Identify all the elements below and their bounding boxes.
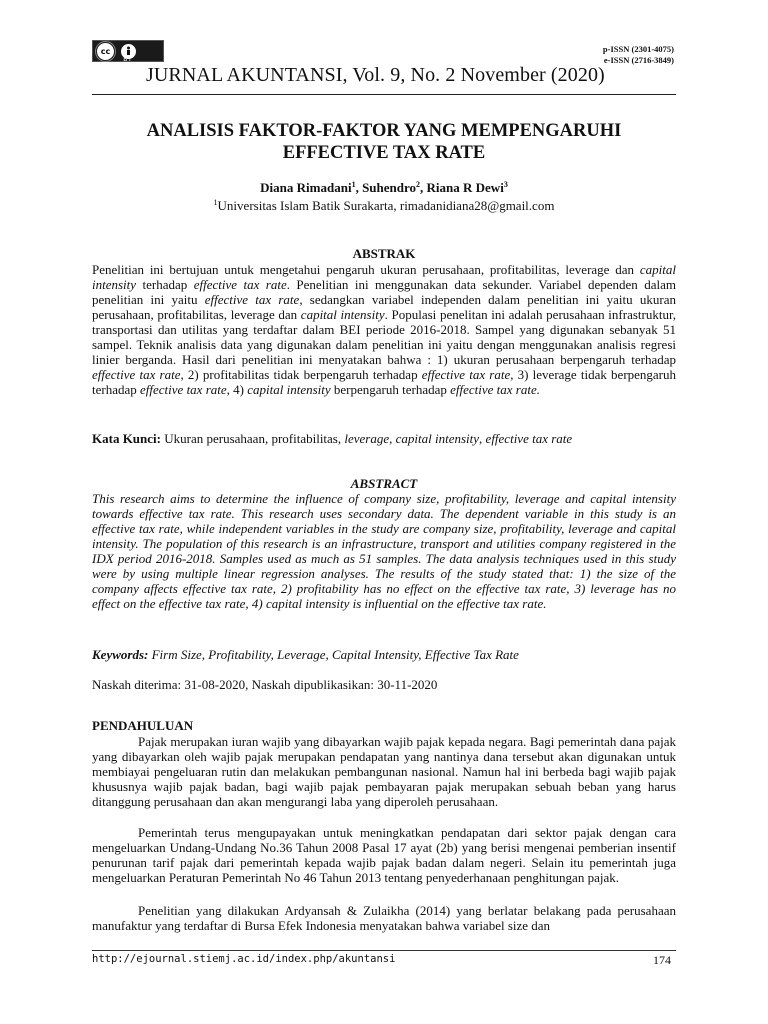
kata-kunci-sep: ,	[479, 431, 486, 446]
abstrak-text: , 3) leverage tidak berpengaruh terhadap	[92, 367, 677, 397]
author-2-sup: 2	[416, 180, 421, 189]
page-number: 174	[653, 953, 671, 967]
abstrak-text: , 2) profitabilitas tidak berpengaruh terhadap	[180, 367, 422, 382]
title-line-1: ANALISIS FAKTOR-FAKTOR YANG MEMPENGARUHI	[146, 121, 622, 141]
author-1-sup: 1	[351, 180, 356, 189]
author-2: Suhendro	[362, 180, 417, 195]
abstrak-text: . Penelitian ini menggunakan data sekunder. Variabel dependen dalam penelitian ini yaitu	[92, 277, 676, 307]
pendahuluan-paragraph-1: Pajak merupakan iuran wajib yang dibayarkan wajib pajak kepada negara. Bagi pemerintah dana pajak yang dibayarkan oleh wajib pajak merupakan pendapatan yang nantinya dana tersebut akan digunakan untuk membiayai pengeluaran rutin dan melakukan pembangunan nasional. Namun hal ini berbeda bagi wajib pajak khususnya wajib pajak badan, bagi wajib pajak pembayaran pajak merupakan sebuah beban yang harus ditanggung perusahaan dan akan mengurangi laba yang diperoleh perusahaan.	[92, 734, 676, 809]
p-issn: p-ISSN (2301-4075)	[602, 44, 674, 54]
abstrak-text: , 4)	[226, 382, 248, 397]
author-3-sup: 3	[503, 180, 508, 189]
kata-kunci	[92, 431, 676, 447]
keywords-label: Keywords:	[92, 647, 149, 662]
footer-divider	[92, 950, 676, 951]
abstrak-italic: effective tax rate	[92, 367, 181, 382]
abstrak-italic: effective tax rate	[140, 382, 227, 397]
abstrak-text: . Populasi penelitan ini adalah perusahaan infrastruktur, transportasi dan utilitas yang terdaftar dalam BEI periode 2016-2018. Sampel yang digunakan sebanyak 51 sampel. Teknik analisis data yang digunakan dalam penelitian ini yaitu dengan menggunakan analisis regresi linier berganda. Hasil dari penelitian ini menyatakan bahwa : 1) ukuran perusahaan berpengaruh terhadap	[92, 307, 677, 367]
kata-kunci-italic: leverage	[344, 431, 390, 446]
abstrak-body	[92, 262, 676, 397]
kata-kunci-text: Ukuran perusahaan, profitabilitas,	[160, 431, 345, 446]
abstrak-italic: effective tax rate	[193, 277, 287, 292]
header-divider	[92, 94, 676, 95]
abstrak-italic: capital intensity	[92, 262, 676, 292]
abstrak-text: berpengaruh terhadap	[330, 382, 451, 397]
e-issn: e-ISSN (2716-3849)	[603, 55, 674, 65]
abstrak-heading: ABSTRAK	[352, 246, 416, 261]
affiliation	[92, 198, 676, 214]
abstrak-italic: effective tax rate	[204, 292, 300, 307]
title-line-2: EFFECTIVE TAX RATE	[282, 143, 486, 163]
abstract-heading: ABSTRACT	[350, 476, 418, 491]
kata-kunci-sep: ,	[389, 431, 396, 446]
affiliation-text: Universitas Islam Batik Surakarta, rimadanidiana28@gmail.com	[217, 198, 555, 213]
authors: Diana Rimadani$^1$, Suhendro$^2$, Riana R Dewi$^3$	[260, 180, 508, 195]
abstrak-italic: capital intensity	[247, 382, 331, 397]
kata-kunci-italic: effective tax rate	[485, 431, 573, 446]
pendahuluan-heading: PENDAHULUAN	[92, 718, 194, 733]
journal-title: JURNAL AKUNTANSI, Vol. 9, No. 2 November (2020)	[146, 64, 605, 86]
pendahuluan-paragraph-2: Pemerintah terus mengupayakan untuk meningkatkan pendapatan dari sektor pajak dengan cara mengeluarkan Undang-Undang No.36 Tahun 2008 Pasal 17 ayat (2b) yang berisi mengenai pemberian insentif penurunan tarif pajak dari pemerintah kepada wajib pajak badan dalam negeri. Selain itu pemerintah juga mengeluarkan Peraturan Pemerintah No 46 Tahun 2013 tentang penyederhanaan penghitungan pajak.	[92, 825, 676, 885]
abstrak-italic: effective tax rate	[421, 367, 511, 382]
abstrak-italic: capital intensity	[300, 307, 385, 322]
footer-url-link[interactable]: http://ejournal.stiemj.ac.id/index.php/akuntansi	[92, 953, 396, 965]
submission-dates: Naskah diterima: 31-08-2020, Naskah dipublikasikan: 30-11-2020	[92, 677, 438, 692]
keywords	[92, 647, 676, 663]
abstrak-text: , sedangkan variabel independen dalam penelitian ini yaitu ukuran perusahaan, profitabilitas, leverage dan	[92, 292, 676, 322]
abstract-body: This research aims to determine the influence of company size, profitability, leverage and capital intensity towards effective tax rate. This research uses secondary data. The dependent variable in this study is an effective tax rate, while independent variables in the study are company size, profitability, leverage and capital intensity. The population of this research is an infrastructure, transport and utilities company registered in the IDX period 2016-2018. Samples used as much as 51 samples. The data analysis techniques used in this study were by using multiple linear regression analyses. The results of the study stated that: 1) the size of the company affects effective tax rate, 2) profitability has no effect on the effective tax rate, 3) leverage has no effect on the effective tax rate, 4) capital intensity is influential on the effective tax rate.	[92, 491, 676, 611]
cc-by-label: BY	[123, 56, 133, 63]
kata-kunci-label: Kata Kunci:	[92, 431, 161, 446]
abstrak-text: Penelitian ini bertujuan untuk mengetahui pengaruh ukuran perusahaan, profitabilitas, leverage dan	[92, 262, 640, 277]
author-1: Diana Rimadani	[260, 180, 352, 195]
author-3: Riana R Dewi	[426, 180, 504, 195]
affiliation-sup: 1	[213, 198, 218, 207]
pendahuluan-paragraph-3: Penelitian yang dilakukan Ardyansah & Zulaikha (2014) yang berlatar belakang pada perusahaan manufaktur yang terdaftar di Bursa Efek Indonesia menyatakan bahwa variabel size dan	[92, 903, 676, 933]
article-title	[92, 120, 676, 164]
abstrak-text: terhadap	[136, 277, 194, 292]
cc-icon-text: cc	[100, 46, 111, 56]
abstrak-italic: effective tax rate.	[450, 382, 540, 397]
kata-kunci-italic: capital intensity	[395, 431, 480, 446]
keywords-text: Firm Size, Profitability, Leverage, Capital Intensity, Effective Tax Rate	[148, 647, 519, 662]
